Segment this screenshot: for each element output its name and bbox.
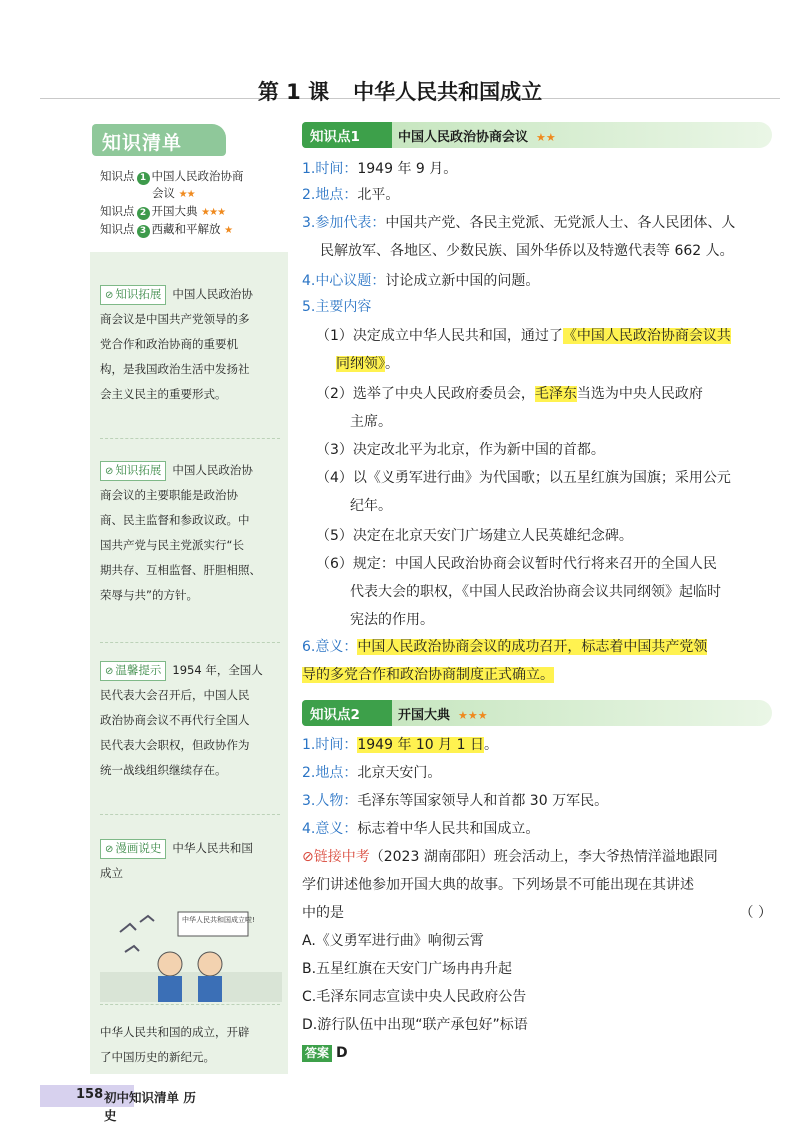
content-item-6: （6）规定：中国人民政治协商会议暂时代行将来召开的全国人民 [316, 556, 717, 572]
knowledge-summary [90, 114, 288, 249]
kp2-significance: 4.意义：标志着中华人民共和国成立。 [302, 821, 540, 837]
exam-question-cont2: 中的是 （ ） [302, 902, 772, 924]
note-box: ⊘ 知识拓展 中国人民政治协 商会议的主要职能是政治协 商、民主监督和参政议政。中 国共产党与民主党派实行“长 期共存、互相监督、肝胆相照、 荣辱与共”的方针。 [100, 463, 261, 602]
content-item-4: （4）以《义勇军进行曲》为代国歌；以五星红旗为国旗；采用公元 [316, 470, 731, 486]
kp-label: 知识点2 [310, 707, 360, 723]
person-body [198, 976, 222, 1002]
book-title: 初中知识清单 历史 [104, 1090, 196, 1123]
kp2-place: 2.地点：北京天安门。 [302, 765, 442, 781]
kp1-representatives: 3.参加代表：中国共产党、各民主党派、无党派人士、各人民团体、人 [302, 215, 736, 231]
kp2-people: 3.人物：毛泽东等国家领导人和首都 30 万军民。 [302, 793, 609, 809]
answer [302, 1042, 772, 1064]
kp-title: 中国人民政治协商会议 ★★ [398, 130, 556, 145]
exam-link-label: 链接中考 [313, 849, 370, 865]
sidebar-notes [90, 252, 288, 1074]
note-tag: ⊘ 温馨提示 [100, 661, 166, 681]
knowledge-point-2-header [302, 700, 772, 726]
note-box: ⊘ 温馨提示 1954 年，全国人 民代表大会召开后，中国人民 政治协商会议不再代行全国人 民代表大会职权，但政协作为 统一战线组织继续存在。 [100, 663, 263, 777]
star-rating: ★ [224, 225, 233, 236]
note-box: ⊘ 知识拓展 中国人民政治协 商会议是中国共产党领导的多 党合作和政治协商的重要机 构，是我国政治生活中发扬社 会主义民主的重要形式。 [100, 287, 253, 401]
sidebar [90, 114, 288, 1074]
number-badge: 1 [137, 172, 150, 185]
exam-question: ⊘链接中考（2023 湖南邵阳）班会活动上，李大爷热情洋溢地跟同 [302, 849, 718, 865]
divider [100, 814, 280, 815]
kp-title: 开国大典 ★★★ [398, 708, 488, 723]
tip-icon: ⊘ [105, 666, 114, 677]
number-badge: 3 [137, 225, 150, 238]
divider [100, 438, 280, 439]
dove-icon [120, 916, 154, 952]
summary-item-cont: 会议 ★★ [152, 186, 195, 200]
summary-list [100, 168, 286, 239]
comic-icon: ⊘ [105, 844, 114, 855]
content-item-6-cont2: 宪法的作用。 [350, 612, 434, 628]
summary-item: 知识点 2 开国大典 ★★★ [100, 204, 226, 218]
content-item-6-cont: 代表大会的职权，《中国人民政治协商会议共同纲领》起临时 [350, 584, 721, 600]
kp1-time: 1.时间：1949 年 9 月。 [302, 161, 458, 177]
page-number: 158 [76, 1087, 104, 1102]
answer-value: D [336, 1045, 348, 1061]
note-tag: ⊘ 知识拓展 [100, 461, 166, 481]
page-footer [40, 1085, 200, 1123]
content-item-2: （2）选举了中央人民政府委员会，毛泽东当选为中央人民政府 [316, 386, 703, 402]
bubble-text: 中华人民共和国成立啦! [182, 916, 255, 924]
content-item-4-cont: 纪年。 [350, 498, 392, 514]
lesson-title [0, 76, 800, 106]
star-rating: ★★ [536, 131, 556, 144]
star-rating: ★★★ [201, 207, 226, 218]
option-c: C.毛泽东同志宣读中央人民政府公告 [302, 989, 527, 1005]
summary-item: 知识点 1 中国人民政治协商 [100, 169, 244, 183]
kp-label: 知识点1 [310, 129, 360, 145]
person-icon [158, 952, 182, 976]
person-body [158, 976, 182, 1002]
link-icon: ⊘ [105, 466, 114, 477]
summary-title: 知识清单 [92, 124, 226, 156]
content-item-5: （5）决定在北京天安门广场建立人民英雄纪念碑。 [316, 528, 633, 544]
answer-tag: 答案 [302, 1045, 332, 1062]
cartoon-illustration [100, 892, 282, 1002]
cartoon-crowd [100, 972, 282, 1002]
lesson-number: 第 1 课 [257, 80, 330, 104]
knowledge-point-1-header [302, 122, 772, 148]
option-d: D.游行队伍中出现“联产承包好”标语 [302, 1017, 528, 1033]
content-item-3: （3）决定改北平为北京，作为新中国的首都。 [316, 442, 605, 458]
note-box: ⊘ 漫画说史 中华人民共和国 成立 [100, 841, 253, 880]
star-rating: ★★★ [458, 709, 488, 722]
kp2-time: 1.时间：1949 年 10 月 1 日。 [302, 737, 498, 753]
lesson-name: 中华人民共和国成立 [353, 80, 543, 104]
note-tag: ⊘ 知识拓展 [100, 285, 166, 305]
option-a: A.《义勇军进行曲》响彻云霄 [302, 933, 484, 949]
option-b: B.五星红旗在天安门广场冉冉升起 [302, 961, 513, 977]
content-item-1: （1）决定成立中华人民共和国，通过了《中国人民政治协商会议共 [316, 328, 731, 344]
number-badge: 2 [137, 207, 150, 220]
kp1-significance: 6.意义：中国人民政治协商会议的成功召开，标志着中国共产党领 [302, 639, 708, 655]
note-tag: ⊘ 漫画说史 [100, 839, 166, 859]
content-item-1-cont: 同纲领》。 [336, 356, 399, 372]
kp1-significance-cont: 导的多党合作和政治协商制度正式确立。 [302, 667, 554, 683]
kp1-place: 2.地点：北平。 [302, 187, 400, 203]
person-icon [198, 952, 222, 976]
kp1-content-label: 5.主要内容 [302, 299, 372, 315]
cartoon-caption: 中华人民共和国的成立，开辟 了中国历史的新纪元。 [100, 1025, 250, 1064]
answer-blank: （ ） [739, 905, 772, 921]
link-icon: ⊘ [105, 290, 114, 301]
exam-question-cont: 学们讲述他参加开国大典的故事。下列场景不可能出现在其讲述 [302, 877, 694, 893]
divider [100, 1004, 280, 1005]
kp1-representatives-cont: 民解放军、各地区、少数民族、国外华侨以及特邀代表等 662 人。 [320, 243, 734, 259]
summary-item: 知识点 3 西藏和平解放 ★ [100, 222, 233, 236]
star-rating: ★★ [178, 189, 195, 200]
content-item-2-cont: 主席。 [350, 414, 392, 430]
kp1-topic: 4.中心议题：讨论成立新中国的问题。 [302, 273, 540, 289]
divider [100, 642, 280, 643]
link-icon: ⊘ [302, 849, 314, 865]
